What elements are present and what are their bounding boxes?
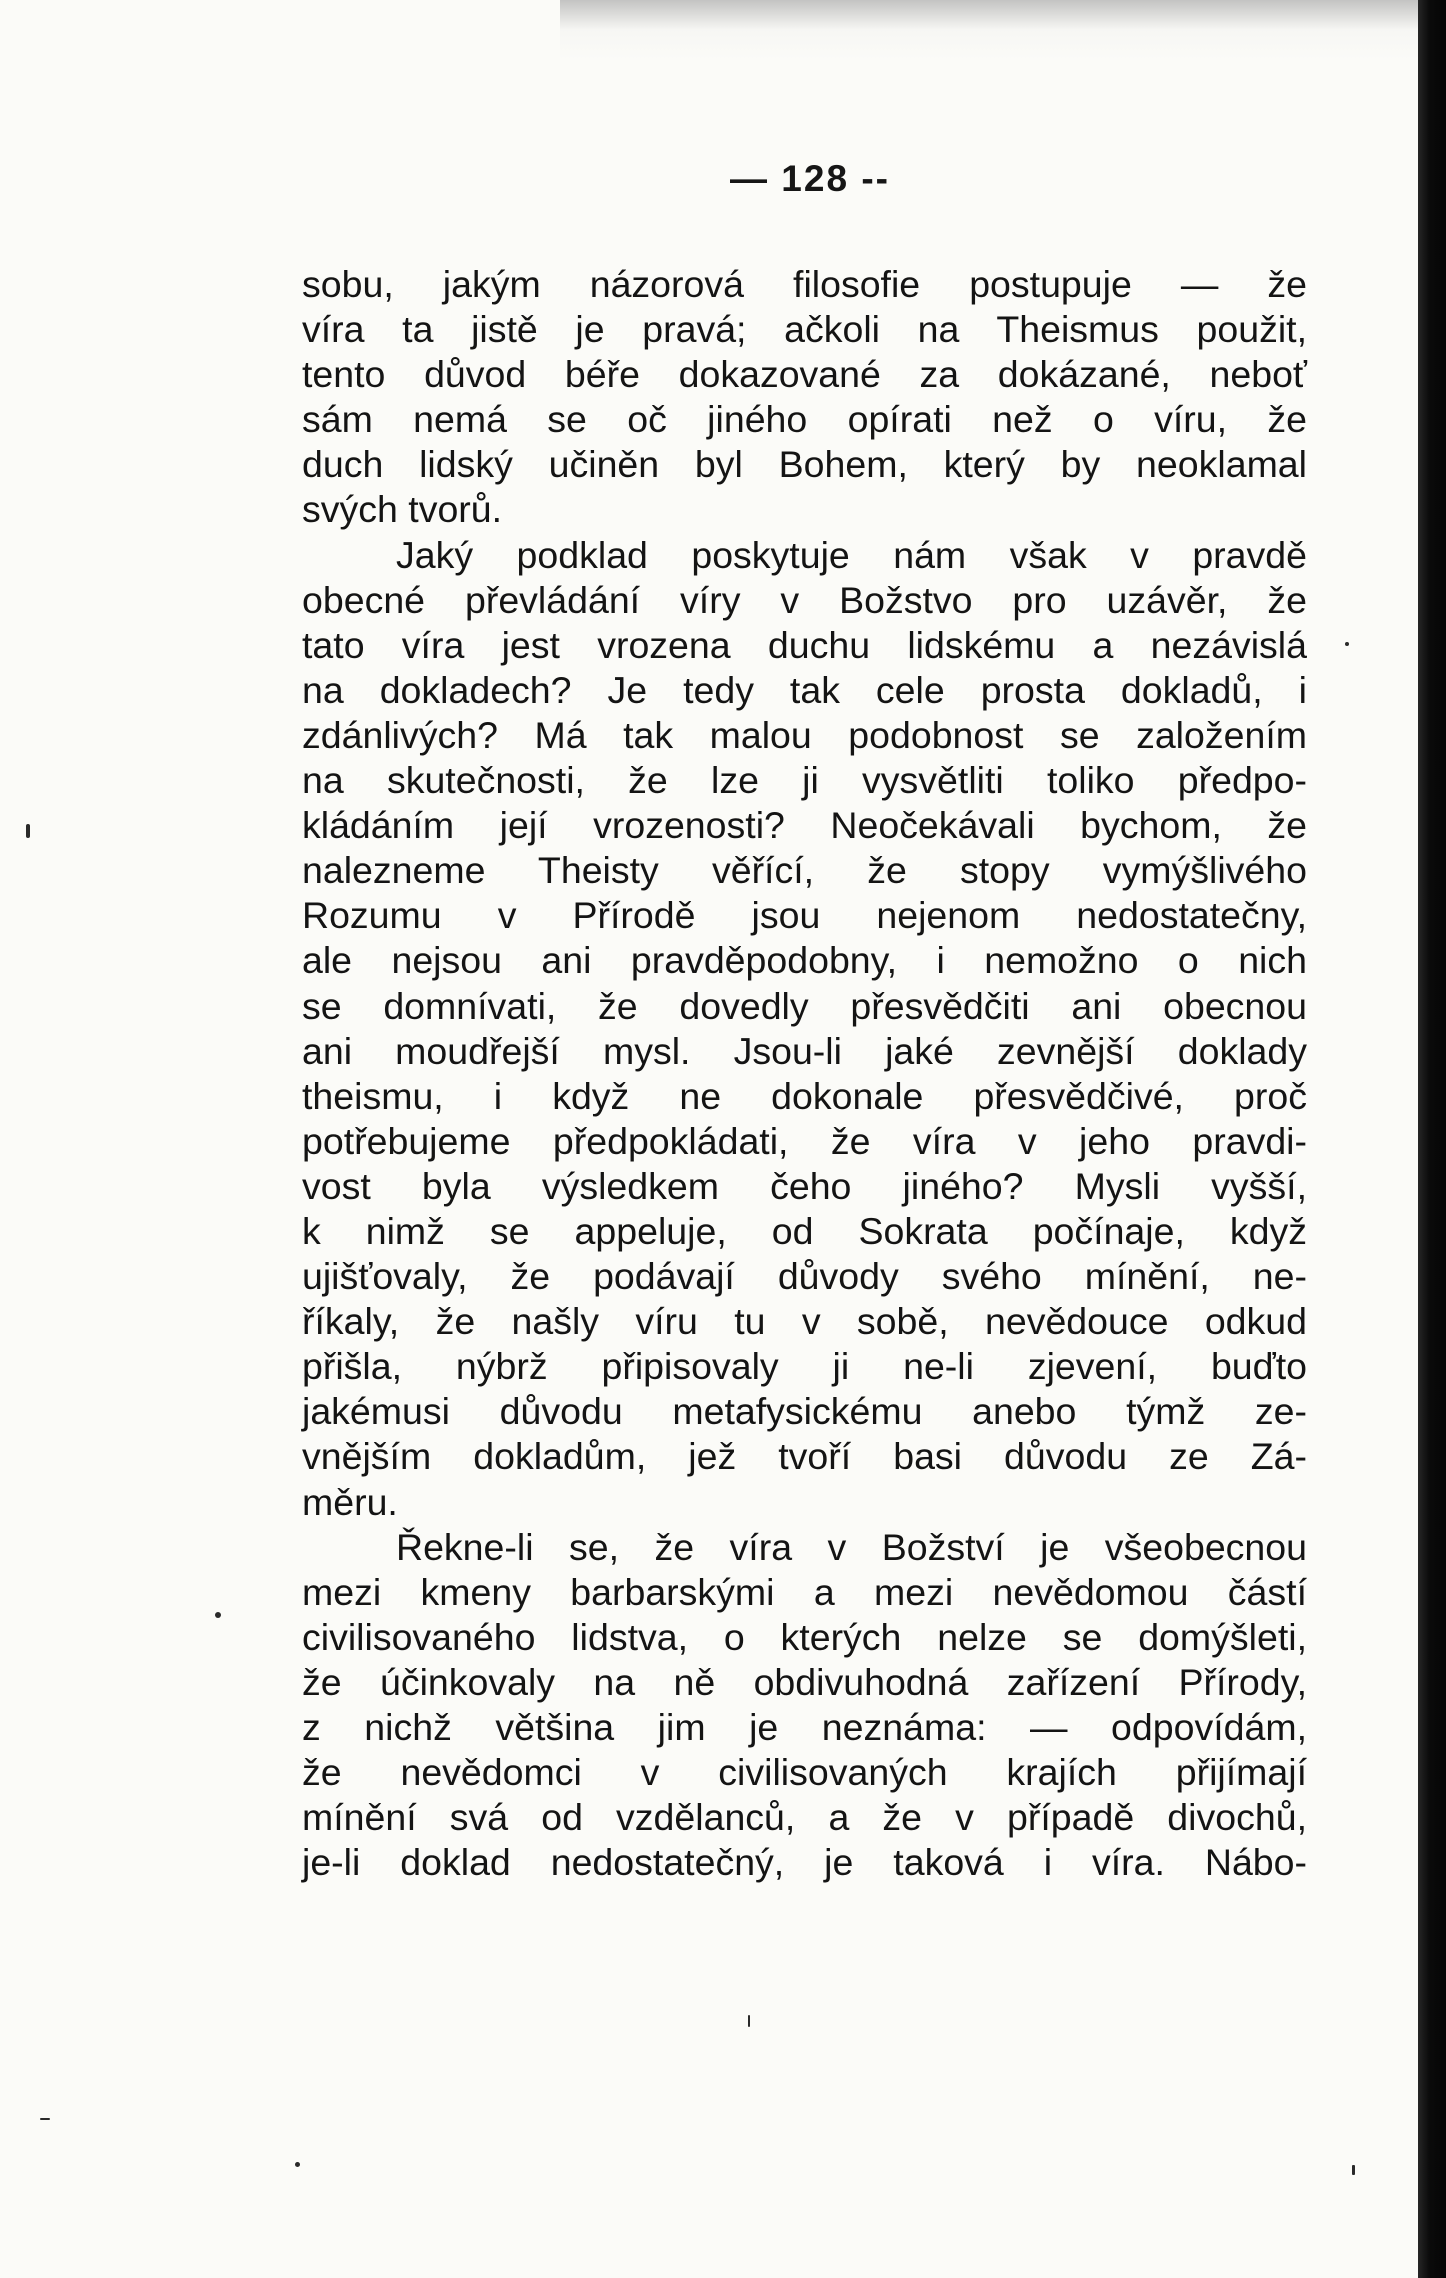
text-line: přišla, nýbrž připisovaly ji ne-li zjevení, buďto (302, 1345, 1307, 1388)
text-line: civilisovaného lidstva, o kterých nelze se domýšleti, (302, 1615, 1307, 1658)
text-line: zdánlivých? Má tak malou podobnost se založením (302, 713, 1307, 756)
scan-border (1418, 0, 1446, 2278)
text-line: vnějším dokladům, jež tvoří basi důvodu ze Zá- (302, 1435, 1307, 1478)
text-line: je-li doklad nedostatečný, je taková i víra. Nábo- (302, 1841, 1307, 1884)
text-line: na skutečnosti, že lze ji vysvětliti toliko předpo- (302, 759, 1307, 802)
text-line: duch lidský učiněn byl Bohem, který by neoklamal (302, 443, 1307, 486)
text-line: vost byla výsledkem čeho jiného? Mysli vyšší, (302, 1164, 1307, 1207)
dust-speck (1345, 642, 1349, 646)
page-number: — 128 -- (730, 158, 890, 199)
dust-speck (26, 824, 30, 838)
text-line: na dokladech? Je tedy tak cele prosta dokladů, i (302, 668, 1307, 711)
dust-speck (748, 2015, 750, 2027)
text-line: říkaly, že našly víru tu v sobě, nevědouce odkud (302, 1300, 1307, 1343)
text-line: ujišťovaly, že podávají důvody svého mínění, ne- (302, 1255, 1307, 1298)
text-line: potřebujeme předpokládati, že víra v jeho pravdi- (302, 1119, 1307, 1162)
text-line: obecné převládání víry v Božstvo pro uzávěr, že (302, 578, 1307, 621)
text-line: kládáním její vrozenosti? Neočekávali bychom, že (302, 804, 1307, 847)
text-line: se domnívati, že dovedly přesvědčiti ani obecnou (302, 984, 1307, 1027)
text-line: ani moudřejší mysl. Jsou-li jaké zevnější doklady (302, 1029, 1307, 1072)
text-line: k nimž se appeluje, od Sokrata počínaje, když (302, 1209, 1307, 1252)
text-line: sobu, jakým názorová filosofie postupuje — že (302, 263, 1307, 305)
text-line: že účinkovaly na ně obdivuhodná zařízení Přírody, (302, 1660, 1307, 1703)
text-line: z nichž většina jim je neznáma: — odpovídám, (302, 1706, 1307, 1748)
scan-shadow (560, 0, 1418, 60)
text-line-paragraph-start: Řekne-li se, že víra v Božství je všeobecnou (396, 1525, 1307, 1568)
text-line: mezi kmeny barbarskými a mezi nevědomou částí (302, 1570, 1307, 1613)
text-line-paragraph-start: Jaký podklad poskytuje nám však v pravdě (396, 533, 1307, 576)
dust-speck (295, 2162, 300, 2167)
text-line: tento důvod béře dokazované za dokázané, neboť (302, 353, 1307, 396)
text-line: tato víra jest vrozena duchu lidskému a nezávislá (302, 623, 1307, 666)
text-line: svých tvorů. (302, 488, 503, 531)
text-line: ale nejsou ani pravděpodobny, i nemožno o nich (302, 939, 1307, 982)
text-line: víra ta jistě je pravá; ačkoli na Theismus použit, (302, 308, 1307, 351)
dust-speck (1352, 2165, 1355, 2175)
text-line: mínění svá od vzdělanců, a že v případě divochů, (302, 1796, 1307, 1839)
dust-speck (215, 1612, 221, 1618)
text-line: jakémusi důvodu metafysickému anebo týmž ze- (302, 1390, 1307, 1433)
text-line: nalezneme Theisty věřící, že stopy vymýšlivého (302, 849, 1307, 892)
text-line: sám nemá se oč jiného opírati než o víru, že (302, 398, 1307, 441)
dust-speck (40, 2118, 50, 2120)
text-line: Rozumu v Přírodě jsou nejenom nedostatečny, (302, 894, 1307, 937)
text-line: že nevědomci v civilisovaných krajích přijímají (302, 1751, 1307, 1794)
text-line: měru. (302, 1480, 398, 1523)
text-line: theismu, i když ne dokonale přesvědčivé, proč (302, 1074, 1307, 1117)
body-text (302, 262, 1307, 1885)
